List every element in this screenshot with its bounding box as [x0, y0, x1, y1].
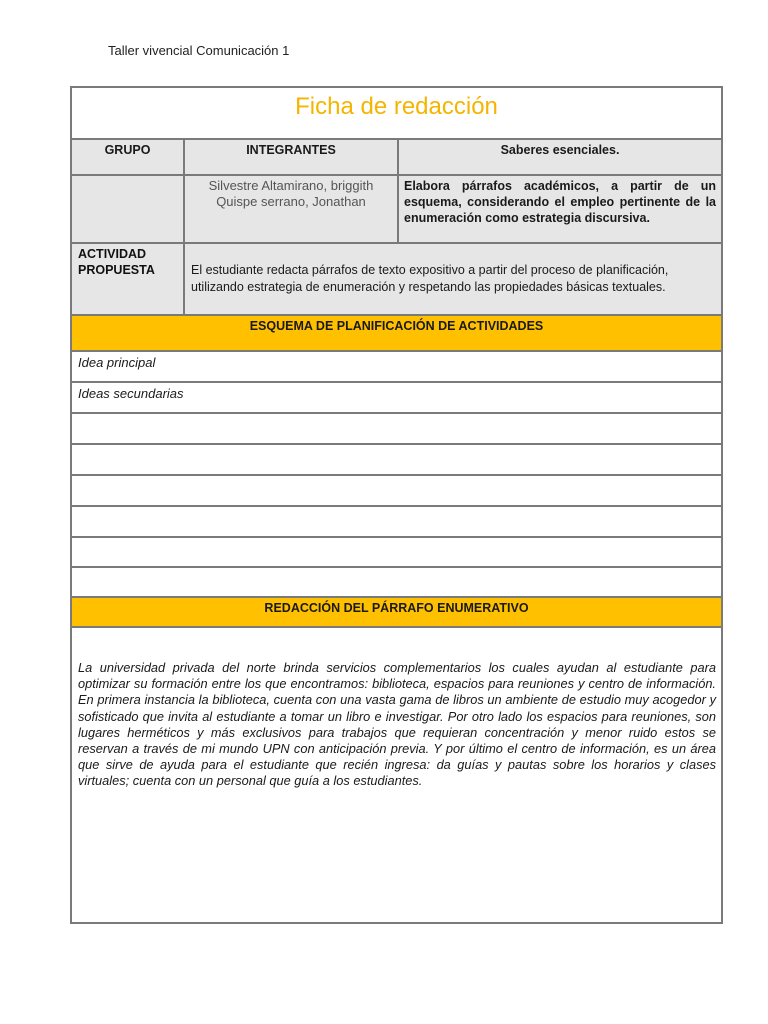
column-divider-1	[183, 140, 185, 316]
saberes-header: Saberes esenciales.	[500, 143, 620, 157]
planning-header: ESQUEMA DE PLANIFICACIÓN DE ACTIVIDADES	[249, 319, 544, 333]
title-row	[72, 88, 721, 140]
activity-row	[72, 244, 721, 316]
blank-line-row[interactable]	[72, 507, 721, 538]
writing-form	[70, 86, 723, 924]
redaccion-header: REDACCIÓN DEL PÁRRAFO ENUMERATIVO	[264, 601, 529, 615]
activity-label	[78, 246, 155, 278]
blank-line-row[interactable]	[72, 445, 721, 476]
grupo-header: GRUPO	[104, 143, 151, 157]
ideas-secundarias-row[interactable]	[72, 383, 721, 414]
idea-principal-label: Idea principal	[78, 355, 156, 370]
column-divider-2	[397, 140, 399, 244]
members-list	[185, 178, 397, 210]
blank-line-row[interactable]	[72, 538, 721, 568]
document-header: Taller vivencial Comunicación 1	[108, 43, 290, 58]
activity-label-line1: ACTIVIDAD	[78, 247, 147, 261]
integrantes-header: INTEGRANTES	[246, 143, 336, 157]
ideas-secundarias-label: Ideas secundarias	[78, 386, 184, 401]
enumerative-paragraph: La universidad privada del norte brinda servicios complementarios los cuales ayudan al estudiante para optimizar su formación entre los que encontramos: biblioteca, espacios para reuniones y centro de información. En primera instancia la biblioteca, cuenta con una vasta gama de libros un ambiente de estudio muy acogedor y sofisticado que invita al estudiante a tomar un libro e investigar. Por otro lado los espacios para reuniones, son lugares herméticos y más exclusivos para trabajos que requieran concentración y menor ruido estos se reservan a través de mi mundo UPN con anticipación previa. Y por último el centro de información, es un área que sirve de ayuda para el estudiante que recién ingresa: da guías y pautas sobre los horarios y clases virtuales; cuenta con un personal que guía a los estudiantes.	[78, 660, 716, 789]
activity-label-line2: PROPUESTA	[78, 263, 155, 277]
idea-principal-row[interactable]	[72, 352, 721, 383]
blank-line-row[interactable]	[72, 568, 721, 598]
redaccion-header-row	[72, 598, 721, 628]
member-2: Quispe serrano, Jonathan	[216, 194, 366, 209]
saberes-text: Elabora párrafos académicos, a partir de un esquema, considerando el empleo pertinente de la enumeración como estrategia discursiva.	[404, 179, 716, 225]
member-1: Silvestre Altamirano, briggith	[208, 178, 374, 193]
form-title: Ficha de redacción	[295, 93, 498, 120]
activity-text: El estudiante redacta párrafos de texto expositivo a partir del proceso de planificación, utilizando estrategia de enumeración y respetando las propiedades básicas textuales.	[191, 263, 669, 294]
blank-line-row[interactable]	[72, 414, 721, 445]
planning-header-row	[72, 316, 721, 352]
blank-line-row[interactable]	[72, 476, 721, 507]
